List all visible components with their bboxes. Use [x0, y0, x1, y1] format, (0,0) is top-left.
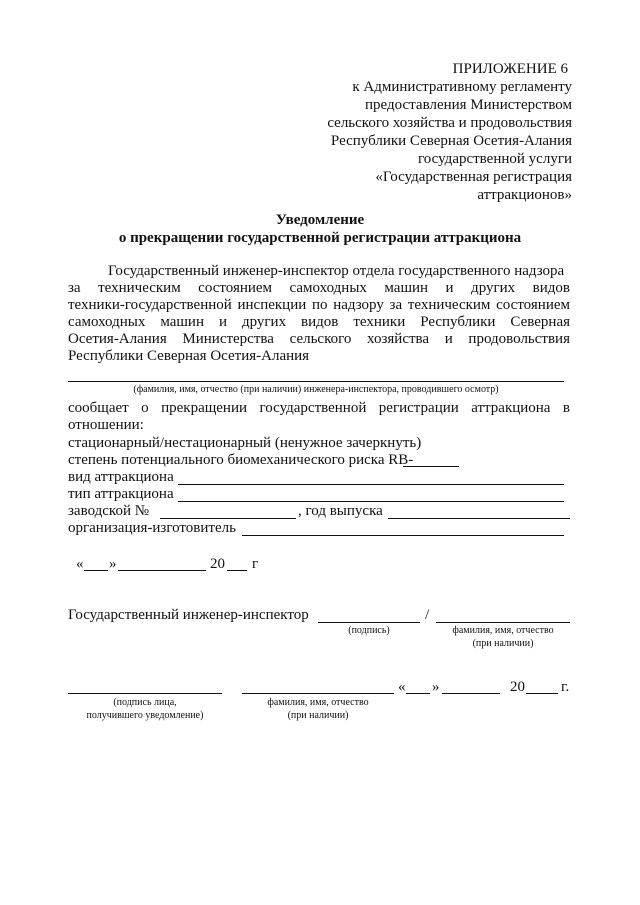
signature-caption-sign: (подпись) [348, 625, 390, 636]
date-year-field[interactable] [227, 570, 247, 571]
serial-field[interactable] [160, 518, 296, 519]
type-label: тип аттракциона [68, 486, 174, 502]
appendix-title: ПРИЛОЖЕНИЕ 6 [452, 61, 568, 77]
appendix-line: предоставления Министерством [365, 97, 572, 113]
intro-line: Государственный инженер-инспектор отдела государственного надзора [108, 263, 565, 279]
date-month-field[interactable] [118, 570, 206, 571]
intro-line: Республики Северная Осетия-Алания [68, 348, 310, 364]
document-subtitle: о прекращении государственной регистрации аттракциона [118, 230, 522, 246]
receipt-close-quote: » [432, 679, 440, 695]
appendix-line: государственной услуги [418, 151, 572, 167]
receipt-year-suffix: г. [561, 679, 570, 695]
stationary-option: стационарный/нестационарный (ненужное зачеркнуть) [68, 435, 422, 451]
date-close-quote: » [109, 556, 117, 572]
risk-field[interactable] [403, 466, 459, 467]
receipt-month-field[interactable] [442, 693, 500, 694]
intro-line: за техническим состоянием самоходных машин и других видов [68, 280, 570, 296]
inspector-name-line [68, 381, 564, 382]
notice-line: отношении: [68, 417, 144, 433]
type-field[interactable] [178, 501, 564, 502]
receipt-year-field[interactable] [526, 693, 558, 694]
signature-caption-name: фамилия, имя, отчество [452, 625, 554, 636]
signature-caption-name: (при наличии) [472, 638, 534, 649]
receipt-name-field[interactable] [242, 693, 394, 694]
intro-line: Осетия-Алания Министерства сельского хозяйства и продовольствия [68, 331, 570, 347]
receipt-caption-name: фамилия, имя, отчество [267, 697, 369, 708]
year-label: , год выпуска [298, 503, 383, 519]
receipt-sign-field[interactable] [68, 693, 222, 694]
date-year-suffix: г [252, 556, 259, 572]
appendix-line: аттракционов» [477, 187, 572, 203]
receipt-caption-name: (при наличии) [287, 710, 349, 721]
appendix-line: к Административному регламенту [352, 79, 572, 95]
intro-line: самоходных машин и других видов техники Республики Северная [68, 314, 570, 330]
risk-label: степень потенциального биомеханического риска RB- [68, 452, 414, 468]
appendix-line: Республики Северная Осетия-Алания [330, 133, 572, 149]
maker-field[interactable] [242, 535, 564, 536]
year-field[interactable] [388, 518, 570, 519]
signature-slash: / [425, 607, 430, 623]
date-open-quote: « [76, 556, 84, 572]
signature-field[interactable] [318, 622, 420, 623]
appendix-line: «Государственная регистрация [375, 169, 572, 185]
maker-label: организация-изготовитель [68, 520, 236, 536]
signature-label: Государственный инженер-инспектор [68, 607, 309, 623]
receipt-open-quote: « [398, 679, 406, 695]
kind-field[interactable] [178, 484, 564, 485]
kind-label: вид аттракциона [68, 469, 174, 485]
date-day-field[interactable] [84, 570, 108, 571]
receipt-caption-sign: (подпись лица, [113, 697, 177, 708]
date-century: 20 [210, 556, 225, 572]
receipt-century: 20 [510, 679, 525, 695]
document-title: Уведомление [275, 212, 365, 228]
receipt-caption-sign: получившего уведомление) [86, 710, 204, 721]
serial-label: заводской № [68, 503, 150, 519]
receipt-day-field[interactable] [406, 693, 430, 694]
notice-line: сообщает о прекращении государственной регистрации аттракциона в [68, 400, 570, 416]
intro-line: техники-государственной инспекции по надзору за техническим состоянием [68, 297, 570, 313]
signature-name-field[interactable] [436, 622, 570, 623]
appendix-line: сельского хозяйства и продовольствия [327, 115, 572, 131]
inspector-caption: (фамилия, имя, отчество (при наличии) инженера-инспектора, проводившего осмотр) [133, 384, 499, 395]
